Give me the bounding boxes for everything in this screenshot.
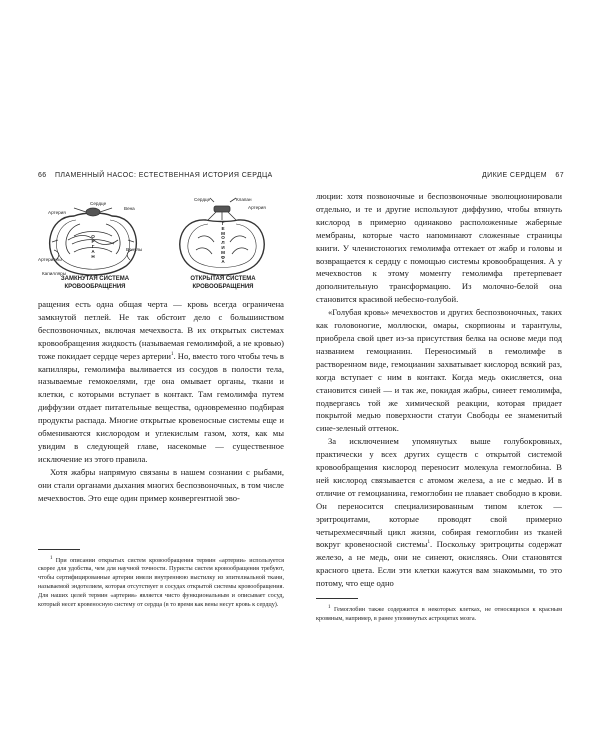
closed-label-heart: Сердце <box>90 201 107 206</box>
left-page-column <box>38 190 284 610</box>
closed-label-vein: Вена <box>124 206 135 211</box>
circulation-figure <box>38 190 284 294</box>
closed-label-artery: Артерия <box>48 210 66 215</box>
book-title: ПЛАМЕННЫЙ НАСОС: ЕСТЕСТВЕННАЯ ИСТОРИЯ СЕРДЦА <box>54 172 273 179</box>
footnote-right: $^1$ Гемоглобин также содержится в некоторых клетках, не относящихся к красным кровяным, например, в ранее упомянутых астроцитах мозга. <box>316 605 562 622</box>
running-header-right <box>482 172 564 184</box>
footnote-divider-right <box>316 598 358 599</box>
open-hemolymph-word: Г Е М О Л И М Ф А <box>221 221 225 265</box>
right-page-column <box>316 190 562 624</box>
footnote-divider-left <box>38 549 80 550</box>
closed-organ-word: О Р Г А Н <box>91 234 95 259</box>
page-number-left: 66 <box>38 172 47 179</box>
chapter-title: ДИКИЕ СЕРДЦЕМ <box>482 172 548 179</box>
footnote-left: $^1$ При описании открытых систем кровообращения термин «артерии» используется скорее для удобства, чем для научной точности. Пуристы систем кровообращения требуют, чтобы сертифицированные артерии имели внутреннюю выстилку из эпителиальной ткани, называемой эндотелием, которая отсутствует в сосудах открытой системы кровообращения. Для наших целей термин «артерия» является чисто функциональным и описывает сосуд, который несет кровеносную систему от сердца (в то время как вены несут кровь к сердцу). <box>38 555 284 609</box>
closed-label-capillaries: Капилляры <box>42 271 66 276</box>
open-label-valve: Клапан <box>236 197 252 202</box>
right-paragraph-2: «Голубая кровь» мечехвостов и других беспозвоночных, таких как головоногие, моллюски, омары, скорпионы и тарантулы, приобрела свой цвет из-за присутствия белка на основе меди под названием гемоцианин. Переносимый в гемолимфе в растворенном виде, гемоцианин захватывает кислород всякий раз, когда вступает с ним в контакт. Когда медь окисляется, она становится синей — и так же, покидая жабры, синеет гемолимфа, подвергаясь той же химической реакции, которая придает покрытой медью поверхности статуи Свободы ее знаменитый сине-зеленый оттенок. <box>316 307 562 434</box>
right-paragraph-1: люции: хотя позвоночные и беспозвоночные эволюционировали отдельно, и те и другие используют диффузию, чтобы втянуть кислород в примерно одинаково расположенные жаберные мембраны, которые часто напоминают сложенные страницы книги. У членистоногих гемолимфа оттекает от жабр и головы и возвращается к сердцу с помощью системы кровообращения. А у мечехвостов к этому моменту гемолимфа претерпевает дополнительную трансформацию. Из молочно-белой она становится красивой небесно-голубой. <box>316 191 562 305</box>
left-paragraph-2: Хотя жабры напрямую связаны в нашем сознании с рыбами, они стали органами дыхания многих беспозвоночных, в том числе мечехвостов. Это еще один пример конвергентной эво- <box>38 466 284 503</box>
right-paragraph-3: За исключением упомянутых выше голубокровных, практически у всех других существ с открытой системой кровообращения кислород переносит молекула гемоглобина. В ней кислород связывается с атомом железа, а не с медью. И в отличие от гемоцианина, гемоглобин не плавает свободно в крови. Он переносится специализированным типом клеток — эритроцитами, которые проводят свой примерно четырехмесячный цикл жизни, собирая гемоглобин из тканей вокруг кровеносной системы$^1$. Поскольку эритроциты содержат железо, а не медь, они не синеют, окисляясь. Они становятся красного цвета. Если эти клетки кажутся вам знакомыми, то это потому, что еще одно <box>316 436 562 589</box>
closed-label-venules: Венулы <box>126 247 143 252</box>
open-label-artery: Артерия <box>248 205 266 210</box>
left-paragraph-1: ращения есть одна общая черта — кровь всегда ограничена замкнутой петлей. Не так обстоит дело с большинством беспозвоночных, включая мечехвоста. В их открытых системах кровообращения жидкость (называемая гемолимфой, а не кровью) тоже покидает сердце через артерии$^1$. Но, вместо того чтобы течь в капилляры, гемолимфа выливается из сосудов в полости тела, называемые гемокоелями, где она омывает органы, ткани и клетки, с которыми вступает в контакт. Там гемолимфа путем диффузии отдает питательные вещества, одновременно подбирая продукты распада. Многие открытые кровеносные системы еще и обмениваются кислородом и углекислым газом, хотя, как мы увидим в следующей главе, насекомые — существенное исключение из этого правила. <box>38 299 284 464</box>
closed-system-caption: ЗАМКНУТАЯ СИСТЕМА КРОВООБРАЩЕНИЯ <box>60 276 130 290</box>
footnote-ref-left: 1 <box>170 351 174 357</box>
closed-label-arterioles: Артериолы <box>38 257 62 262</box>
open-system-caption: ОТКРЫТАЯ СИСТЕМА КРОВООБРАЩЕНИЯ <box>190 276 256 290</box>
page-number-right: 67 <box>555 172 564 179</box>
footnote-ref-right: 1 <box>427 540 430 546</box>
open-label-heart: Сердце <box>194 197 211 202</box>
running-header-left <box>38 172 273 184</box>
